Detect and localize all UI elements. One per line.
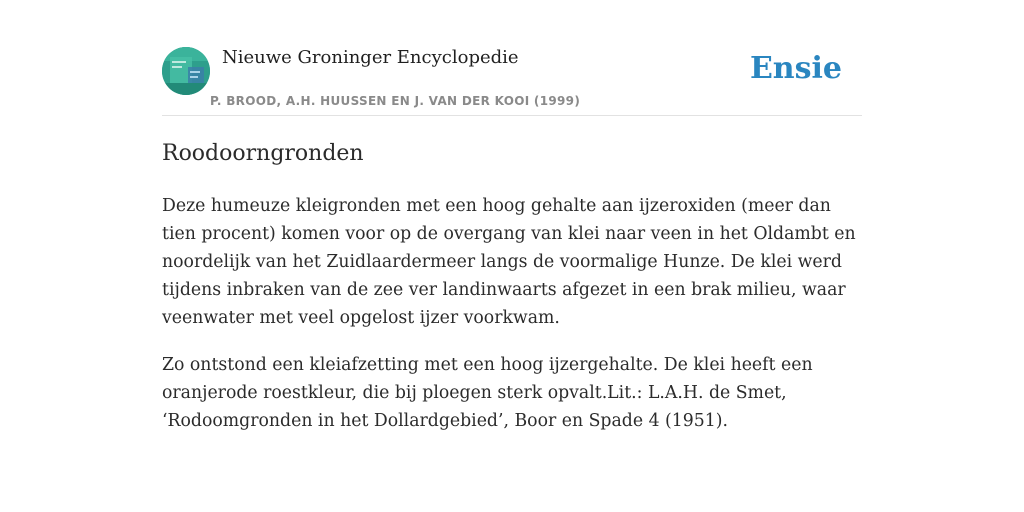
source-title[interactable]: Nieuwe Groninger Encyclopedie (222, 47, 519, 68)
article-paragraph: Deze humeuze kleigronden met een hoog gehalte aan ijzeroxiden (meer dan tien procent) komen voor op de overgang van klei naar veen in het Oldambt en noordelijk van het Zuidlaardermeer langs de voormalige Hunze. De klei werd tijdens inbraken van de zee ver landinwaarts afgezet in een brak milieu, waar veenwater met veel opgelost ijzer voorkwam. (162, 196, 856, 328)
article-title: Roodoorngronden (162, 141, 364, 166)
source-avatar[interactable] (162, 47, 210, 95)
source-authors: P. BROOD, A.H. HUUSSEN EN J. VAN DER KOOI (1999) (210, 94, 581, 108)
article-body (162, 192, 862, 454)
ensie-logo[interactable]: Ensie (749, 51, 842, 86)
article-paragraph: Zo ontstond een kleiafzetting met een hoog ijzergehalte. De klei heeft een oranjerode roestkleur, die bij ploegen sterk opvalt.Lit.: L.A.H. de Smet, ‘Rodoomgronden in het Dollardgebied’, Boor en Spade 4 (1951). (162, 355, 813, 431)
encyclopedia-book-icon (162, 47, 210, 95)
source-header (162, 0, 862, 116)
content-container (162, 0, 862, 431)
